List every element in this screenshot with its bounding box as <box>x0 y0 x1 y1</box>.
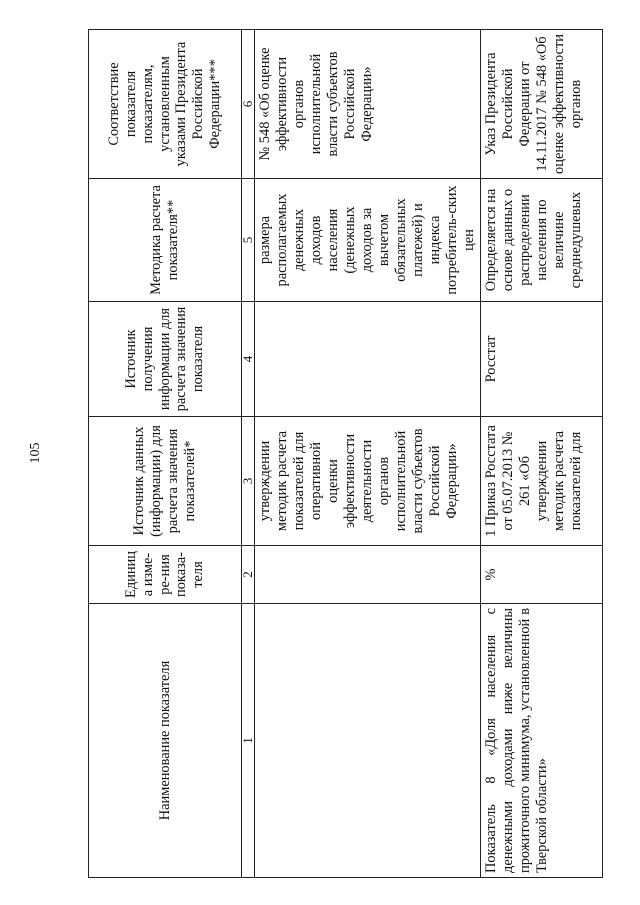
column-number: 5 <box>242 179 255 302</box>
method-cell: Определяется на основе данных о распределении населения по величине среднедушевых <box>480 179 602 302</box>
indicator-name-cell: Показатель 8 «Доля населения с денежными доходами ниже величины прожиточного минимума, установленной в Тверской области» <box>480 604 602 878</box>
header-cell: Соответствие показателя показателям, установленным указами Президента Российской Федерации*** <box>89 30 242 179</box>
column-number: 1 <box>242 604 255 878</box>
column-number: 3 <box>242 417 255 546</box>
header-row <box>89 30 242 878</box>
data-source-cell: 1 Приказ Росстата от 05.07.2013 № 261 «Об утверждении методик расчета показателей для <box>480 417 602 546</box>
column-number: 2 <box>242 546 255 604</box>
table-cell <box>255 604 481 878</box>
continuation-row <box>255 30 481 878</box>
indicator-table <box>88 29 603 878</box>
unit-cell: % <box>480 546 602 604</box>
table-cell <box>255 546 481 604</box>
rotated-table-container <box>88 30 603 878</box>
table-cell: № 548 «Об оценке эффективности органов исполнительной власти субъектов Российской Федерации» <box>255 30 481 179</box>
info-source-cell: Росстат <box>480 302 602 417</box>
column-number: 6 <box>242 30 255 179</box>
header-cell: Методика расчета показателя** <box>89 179 242 302</box>
column-number: 4 <box>242 302 255 417</box>
table-cell <box>255 302 481 417</box>
header-cell: Наименование показателя <box>89 604 242 878</box>
table-cell: утверждении методик расчета показателей для оперативной оценки эффективности деятельности органов исполнительной власти субъектов Российской Федерации» <box>255 417 481 546</box>
table-row <box>480 30 602 878</box>
header-cell: Единица изме-ре-ния показа-теля <box>89 546 242 604</box>
header-cell: Источник данных (информации) для расчета значения показателей* <box>89 417 242 546</box>
table-cell: размера располагаемых денежных доходов населения (денежных доходов за вычетом обязательных платежей) и индекса потребитель-ских цен <box>255 179 481 302</box>
page-number: 105 <box>28 442 43 464</box>
column-number-row <box>242 30 255 878</box>
decree-compliance-cell: Указ Президента Российской Федерации от 14.11.2017 № 548 «Об оценке эффективности органов <box>480 30 602 179</box>
header-cell: Источник получения информации для расчета значения показателя <box>89 302 242 417</box>
